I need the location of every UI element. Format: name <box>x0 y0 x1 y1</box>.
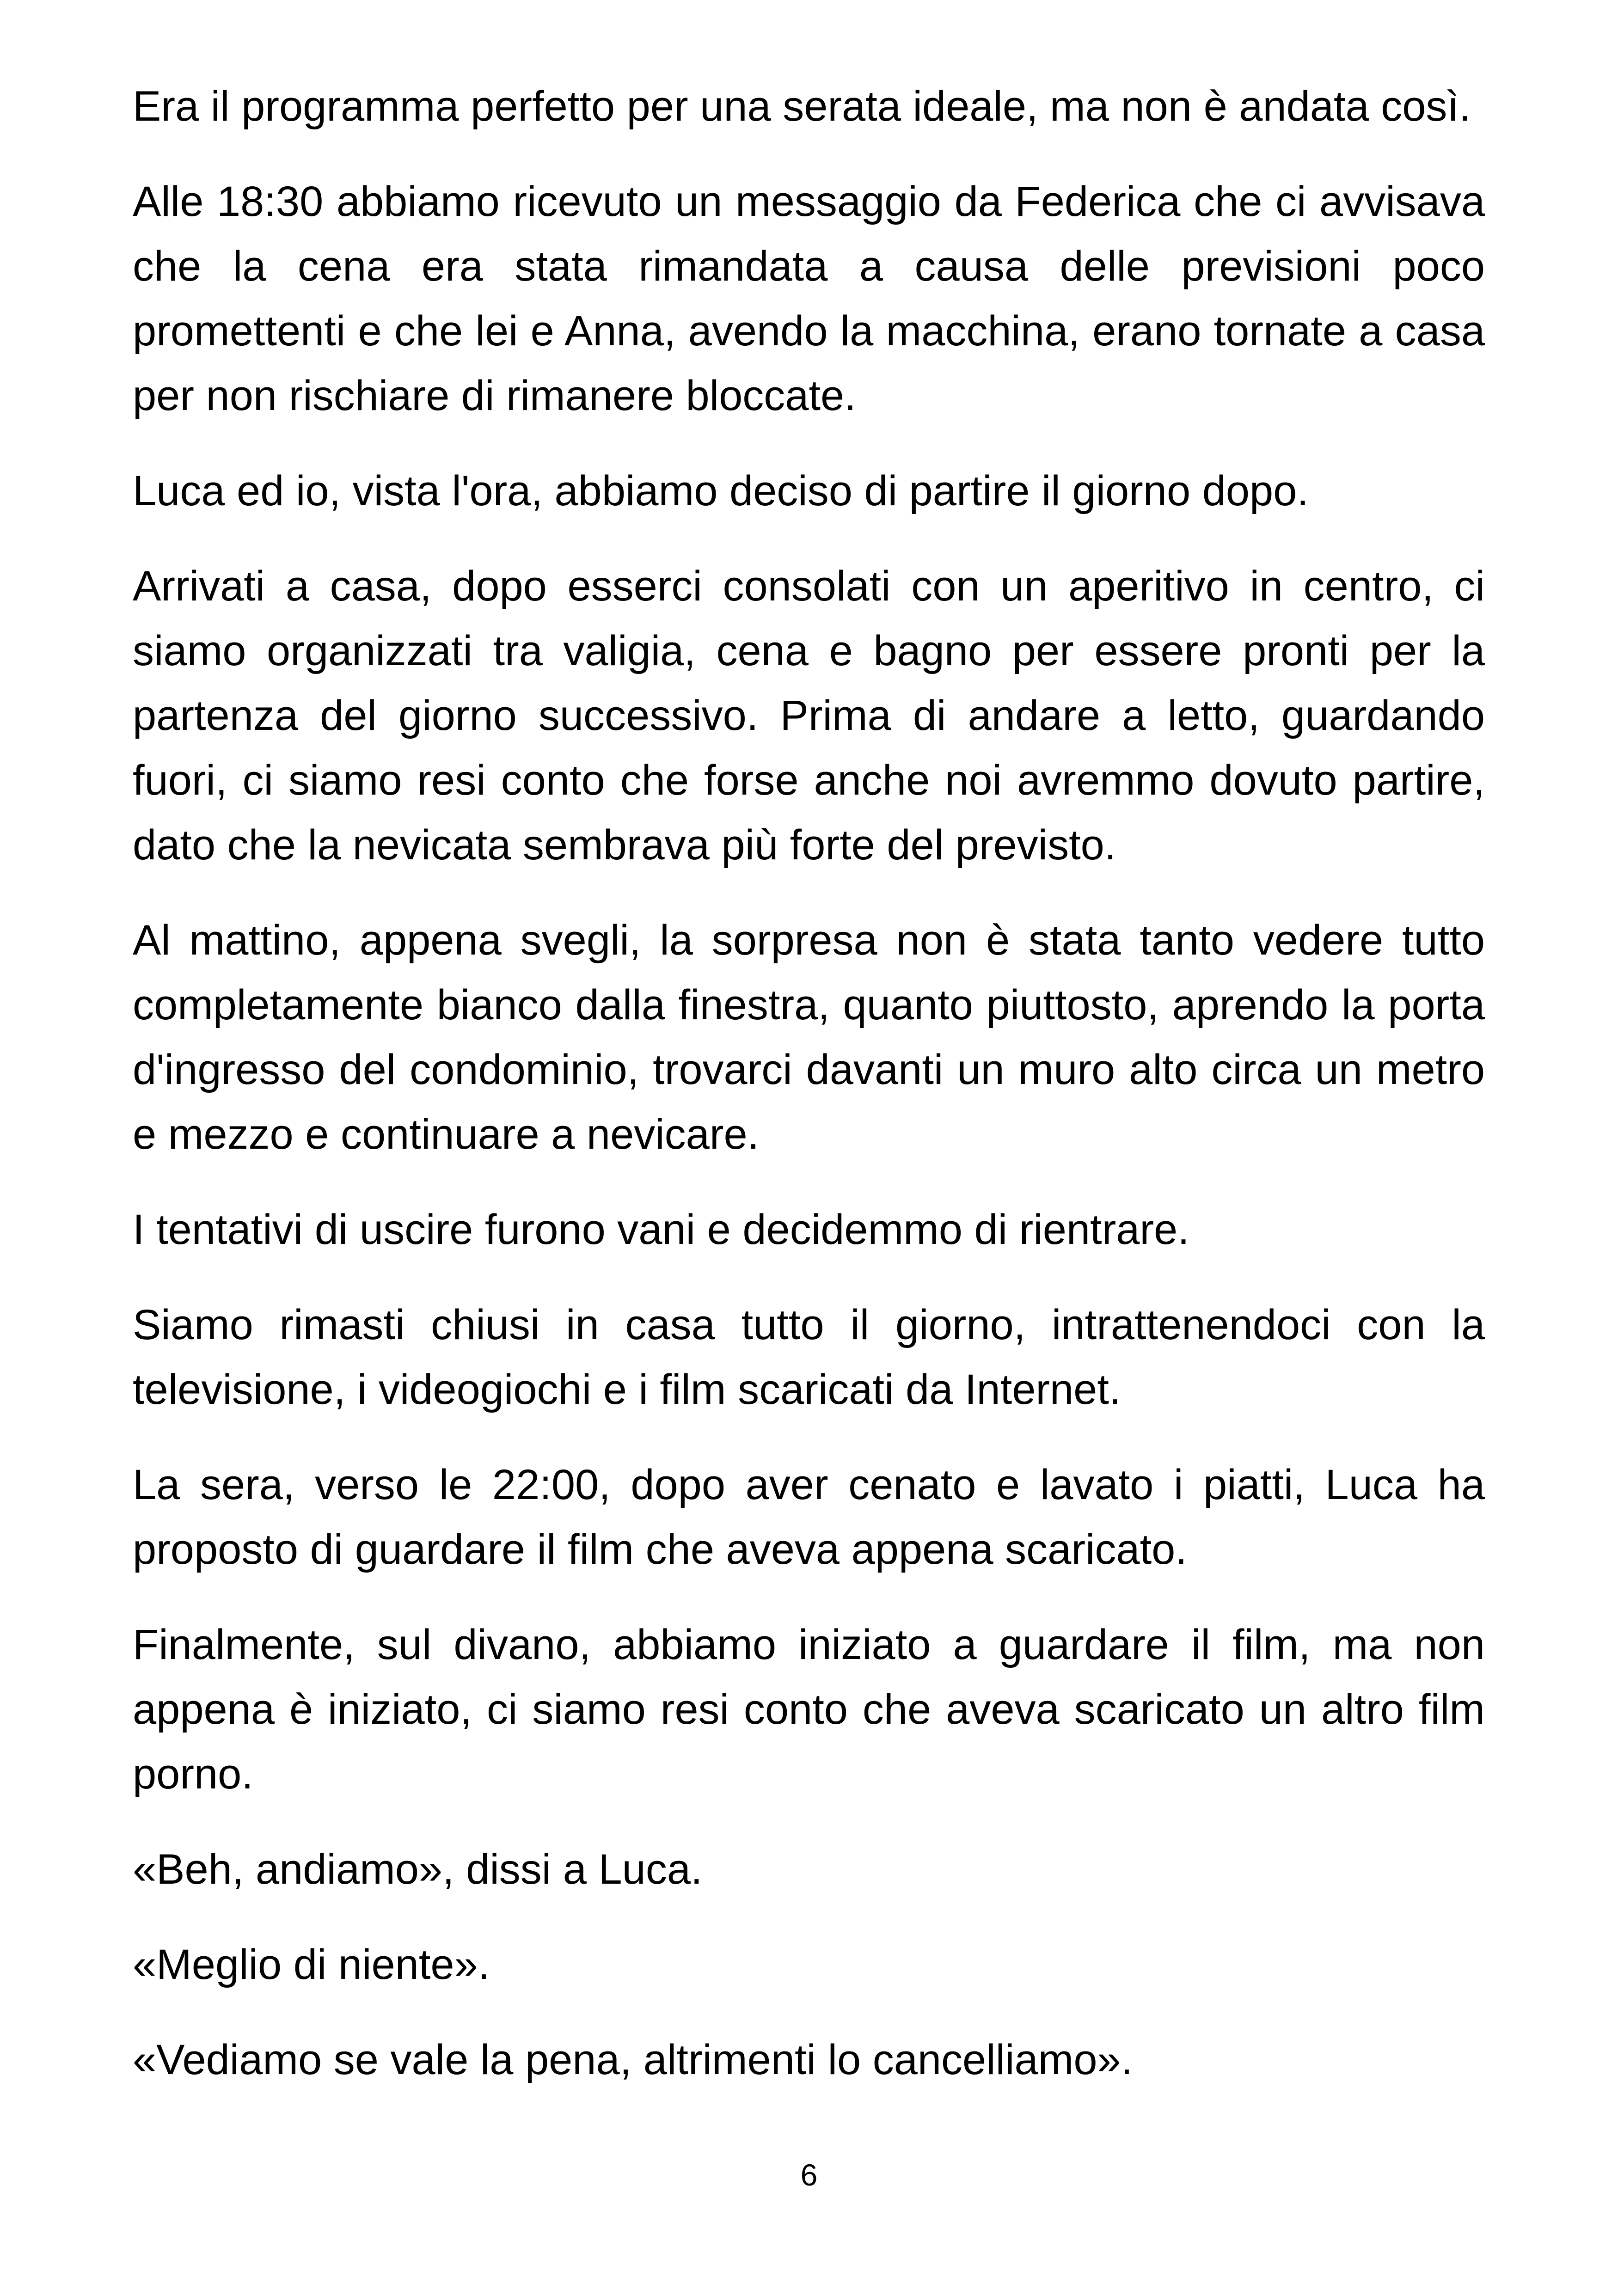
paragraph-5: Al mattino, appena svegli, la sorpresa non è stata tanto vedere tutto completamente bianco dalla finestra, quanto piuttosto, aprendo la porta d'ingresso del condominio, trovarci davanti un muro alto circa un metro e mezzo e continuare a nevicare. <box>133 917 1485 1158</box>
dialogue-line-2: «Meglio di niente». <box>133 1941 490 1988</box>
paragraph-7: Siamo rimasti chiusi in casa tutto il giorno, intrattenendoci con la televisione, i videogiochi e i film scaricati da Internet. <box>133 1301 1485 1413</box>
paragraph-9: Finalmente, sul divano, abbiamo iniziato a guardare il film, ma non appena è iniziato, ci siamo resi conto che aveva scaricato un altro film porno. <box>133 1621 1485 1798</box>
paragraph-2: Alle 18:30 abbiamo ricevuto un messaggio da Federica che ci avvisava che la cena era stata rimandata a causa delle previsioni poco promettenti e che lei e Anna, avendo la macchina, erano tornate a casa per non rischiare di rimanere bloccate. <box>133 178 1485 419</box>
body-text <box>133 74 1485 2092</box>
paragraph-8: La sera, verso le 22:00, dopo aver cenato e lavato i piatti, Luca ha proposto di guardare il film che aveva appena scaricato. <box>133 1461 1485 1573</box>
paragraph-4: Arrivati a casa, dopo esserci consolati con un aperitivo in centro, ci siamo organizzati tra valigia, cena e bagno per essere pronti per la partenza del giorno successivo. Prima di andare a letto, guardando fuori, ci siamo resi conto che forse anche noi avremmo dovuto partire, dato che la nevicata sembrava più forte del previsto. <box>133 563 1485 869</box>
dialogue-line-3: «Vediamo se vale la pena, altrimenti lo cancelliamo». <box>133 2036 1133 2083</box>
paragraph-1: Era il programma perfetto per una serata ideale, ma non è andata così. <box>133 83 1471 130</box>
dialogue-line-1: «Beh, andiamo», dissi a Luca. <box>133 1846 703 1893</box>
page-number: 6 <box>800 2158 818 2192</box>
paragraph-6: I tentativi di uscire furono vani e decidemmo di rientrare. <box>133 1206 1189 1253</box>
paragraph-3: Luca ed io, vista l'ora, abbiamo deciso di partire il giorno dopo. <box>133 467 1309 514</box>
